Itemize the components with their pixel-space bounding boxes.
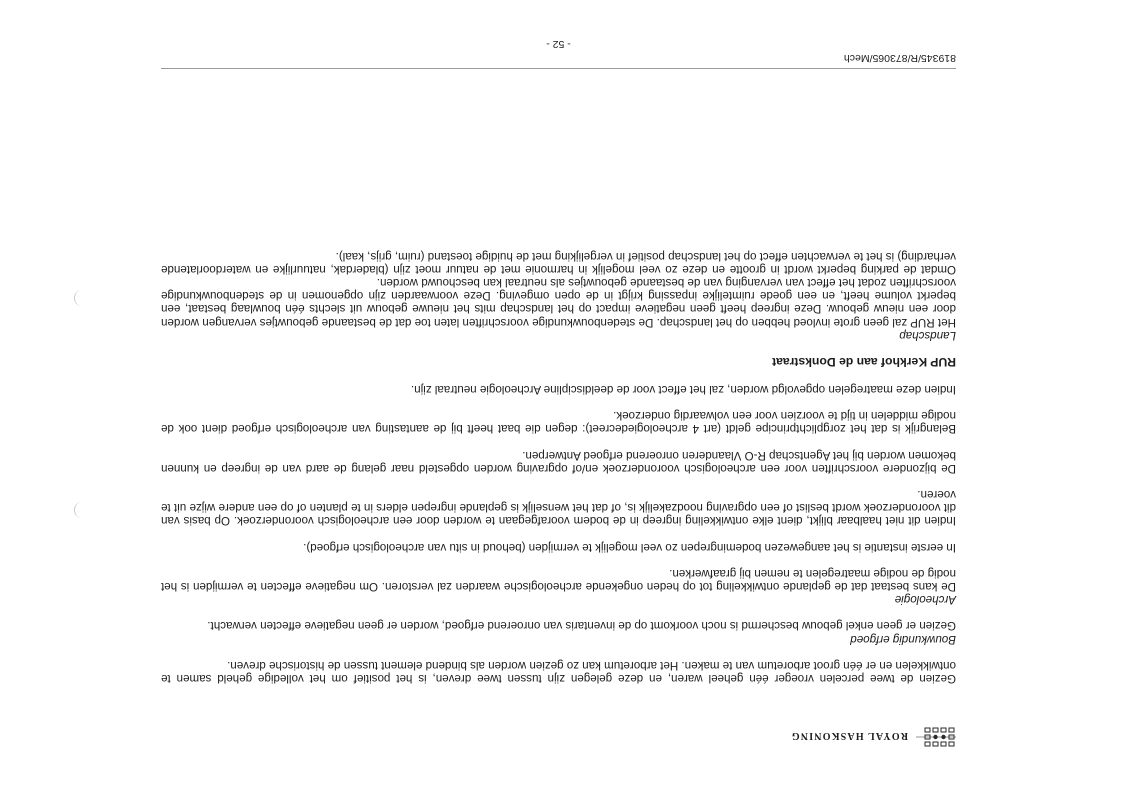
body-text — [161, 249, 956, 685]
footer-divider — [161, 68, 956, 69]
paragraph-landschap-1: Het RUP zal geen grote invloed hebben op het landschap. De stedenbouwkundige voorschriften laten toe dat de bestaande gebouwtjes vervangen worden door een nieuw gebouw. Deze ingreep heeft geen negatieve impact op het landschap mits het nieuwe gebouw uit slechts één bouwlaag bestaat, een beperkt volume heeft, en een goede ruimtelijke inpassing krijgt in de open omgeving. Deze voorwaarden zijn opgenomen in de stedenbouwkundige voorschriften zodat het effect van vervanging van de bestaande gebouwtjes als neutraal kan beschouwd worden. — [161, 275, 956, 329]
paragraph-bouwkundig-erfgoed: Gezien er geen enkel gebouw beschermd is noch voorkomt op de inventaris van onroerend erfgoed, worden er geen negatieve effecten verwacht. — [207, 619, 956, 633]
heading-landschap: Landschap — [899, 328, 956, 342]
company-logo — [756, 727, 956, 747]
paragraph-archeologie-2: In eerste instantie is het aangewezen bodemingrepen zo veel mogelijk te vermijden (behoud in situ van archeologisch erfgoed). — [303, 540, 956, 554]
paragraph-archeologie-6: Indien deze maatregelen opgevolgd worden, zal het effect voor de deeldiscipline Archeologie neutraal zijn. — [410, 382, 956, 396]
royal-haskoning-logo-icon — [914, 725, 956, 747]
paragraph-archeologie-4: De bijzondere voorschriften voor een archeologisch vooronderzoek en/of opgraving worden opgesteld naar gelang de aard van de ingreep en kunnen bekomen worden bij het Agentschap R-O Vlaanderen onroerend erfgoed Antwerpen. — [161, 448, 956, 475]
paragraph-landschap-2: Omdat de parking beperkt wordt in grootte en deze zo veel mogelijk in harmonie met de natuur moet zijn (bladerdak, natuurlijke en waterdoorlatende verharding) is het te verwachten effect op het landschap positief in vergelijking met de huidige toestand (ruim, grijs, kaal). — [161, 249, 956, 276]
heading-archeologie: Archeologie — [894, 593, 956, 607]
paragraph-archeologie-3: Indien dit niet haalbaar blijkt, dient elke ontwikkeling ingreep in de bodem voorafgegaan te worden door een archeologisch vooronderzoek. Op basis van dit vooronderzoek wordt beslist of een opgraving noodzakelijk is, of dat het wenselijk is geplande ingrepen elders in te planten of op een andere wijze uit te voeren. — [161, 487, 956, 528]
section-title: RUP Kerkhof aan de Donkstraat — [772, 354, 956, 369]
punch-hole-mark — [74, 502, 89, 518]
page-number: - 52 - — [546, 38, 571, 50]
heading-bouwkundig-erfgoed: Bouwkundig erfgoed — [850, 632, 956, 646]
paragraph-archeologie-1: De kans bestaat dat de geplande ontwikkeling tot op heden ongekende archeologische waarden zal verstoren. Om negatieve effecten te vermijden is het nodig de nodige maatregelen te nemen bij graafwerken. — [161, 566, 956, 593]
document-reference: 819345/R/873065/Mech — [843, 52, 956, 64]
paragraph-archeologie-5: Belangrijk is dat het zorgplichtprincipe geldt (art 4 archeologiedecreet): degen die baat heeft bij de aantasting van archeologisch erfgoed dient ook de nodige middelen in tijd te voorzien voor een volwaardig onderzoek. — [161, 409, 956, 436]
punch-hole-mark — [74, 290, 89, 306]
logo-text: ROYAL HASKONING — [790, 730, 908, 741]
paragraph-arboretum: Gezien de twee percelen vroeger één geheel waren, en deze gelegen zijn tussen twee dreven, is het positief om het volledige geheld samen te ontwikkelen en er één groot arboretum van te maken. Het arboretum kan zo gezien worden als bindend element tussen de historische dreven. — [161, 658, 956, 685]
